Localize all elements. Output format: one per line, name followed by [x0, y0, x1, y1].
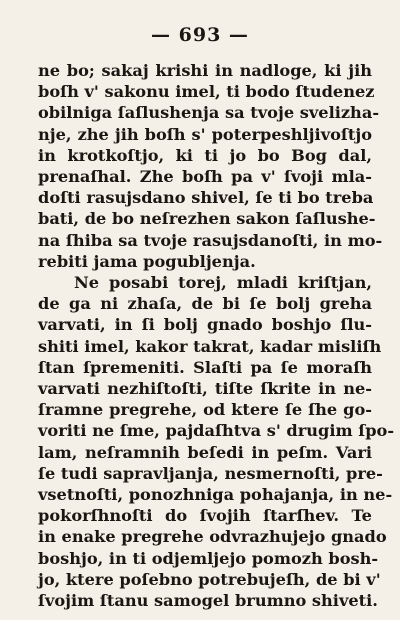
text-line: pokorſhnoſti do ſvojih ſtarſhev. Te — [38, 506, 372, 526]
text-line: ſe tudi sapravljanja, nesmernoſti, pre- — [38, 463, 383, 483]
text-line: boſh v' sakonu imel, ti bodo ſtudenez — [38, 82, 375, 102]
text-line: de ga ni zhaſa, de bi ſe bolj greha — [38, 294, 372, 314]
text-line: nje, zhe jih boſh s' poterpeshljivoſtjo — [38, 124, 372, 144]
text-line: jo, ktere poſebno potrebujeſh, de bi v' — [38, 569, 381, 589]
body-text — [38, 60, 395, 611]
text-line: ſvojim ſtanu samogel brumno shiveti. — [38, 591, 378, 611]
text-line: na ſhiba sa tvoje rasujsdanoſti, in mo- — [38, 230, 383, 250]
text-line: lam, neſramnih beſedi in peſm. Vari — [38, 442, 372, 462]
text-line: shiti imel, kakor takrat, kadar misliſh — [38, 336, 382, 356]
text-line: varvati, in ſi bolj gnado boshjo ſlu- — [38, 315, 372, 335]
text-line: in enake pregrehe odvrazhujejo gnado — [38, 527, 387, 547]
text-line: vsetnoſti, ponozhniga pohajanja, in ne- — [38, 485, 393, 505]
text-line: ſtan ſpremeniti. Slaſti pa ſe moraſh — [38, 357, 372, 377]
text-line: in krotkoſtjo, ki ti jo bo Bog dal, — [38, 145, 372, 165]
text-line: ne bo; sakaj krishi in nadloge, ki jih — [38, 61, 372, 80]
text-line: obilniga ſaſlushenja sa tvoje svelizha- — [38, 103, 380, 123]
text-line: ſramne pregrehe, od ktere ſe ſhe go- — [38, 400, 372, 420]
text-line: Ne posabi torej, mladi kriſtjan, — [74, 273, 372, 293]
page-number: — 693 — — [151, 24, 249, 46]
text-line: rebiti jama pogubljenja. — [38, 251, 256, 271]
text-line: doſti rasujsdano shivel, ſe ti bo treba — [38, 188, 374, 208]
text-line: boshjo, in ti odjemljejo pomozh bosh- — [38, 548, 379, 568]
text-line: bati, de bo neſrezhen sakon ſaſlushe- — [38, 209, 376, 229]
text-line: prenaſhal. Zhe boſh pa v' ſvoji mla- — [38, 167, 372, 187]
text-line: varvati nezhiſtoſti, tiſte ſkrite in ne- — [38, 379, 372, 399]
text-line: voriti ne ſme, pajdaſhtva s' drugim ſpo- — [38, 421, 395, 441]
